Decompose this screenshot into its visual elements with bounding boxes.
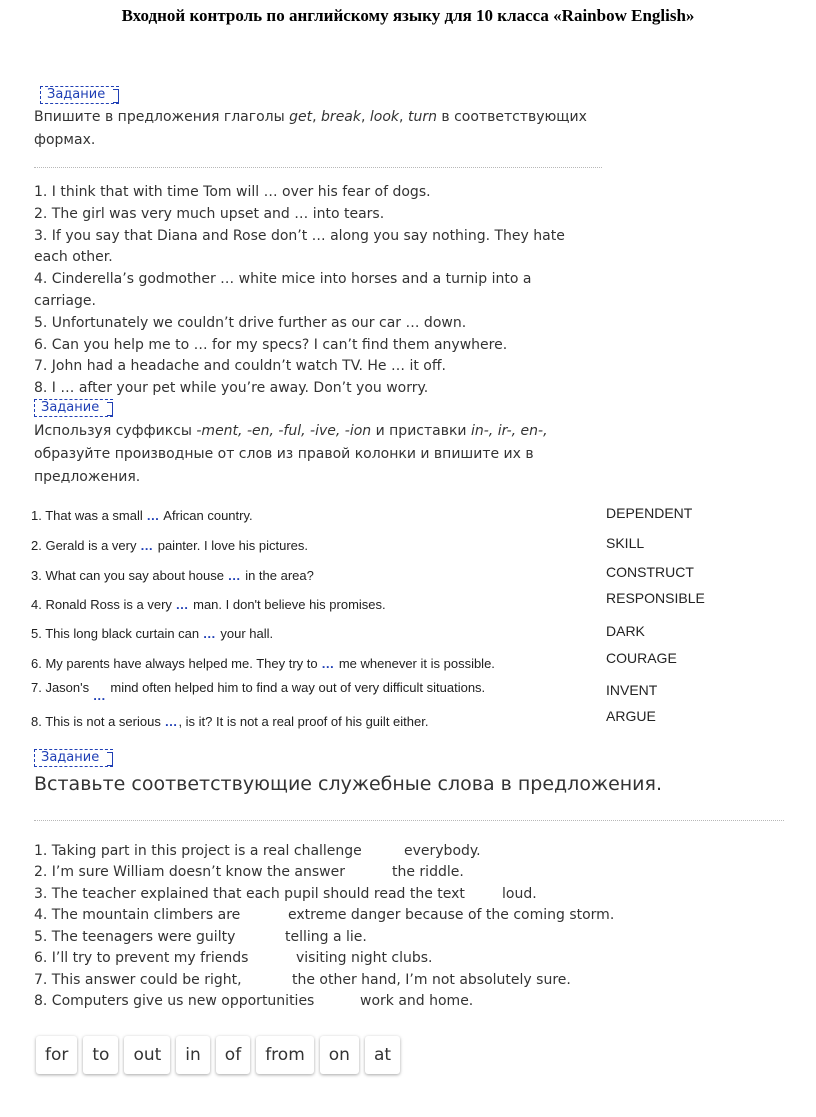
gap-dots: … [164,714,179,729]
sentence-end: everybody. [404,843,481,859]
word-chip-from[interactable]: from [256,1036,314,1074]
gap-dots: … [175,597,190,612]
task-tag-1: Задание [40,86,119,104]
sentence-start: 5. This long black curtain can [31,626,203,641]
source-word: CONSTRUCT [606,564,694,580]
task1-items [34,182,579,400]
sentence-row [34,972,571,988]
gap-dots: … [227,568,242,583]
task3-instruction: Вставьте соответствующие служебные слова в предложения. [34,773,662,795]
sentence-end: African country. [160,508,253,523]
sentence-end: work and home. [360,993,474,1009]
word-chip-at[interactable]: at [365,1036,400,1074]
divider [34,167,602,168]
list-item: 1. I think that with time Tom will … over his fear of dogs. [34,184,431,200]
sentence-start: 6. I’ll try to prevent my friends [34,950,249,966]
sentence-end: telling a lie. [285,929,367,945]
word-chip-in[interactable]: in [176,1036,210,1074]
sentence-end: , is it? It is not a real proof of his guilt either. [178,714,429,729]
verb: get [289,109,313,125]
verb: look [369,109,400,125]
sentence-end: in the area? [241,568,314,583]
gap-dots: … [321,656,336,671]
sentence-row [31,680,486,703]
sentence-end: the other hand, I’m not absolutely sure. [292,972,571,988]
source-word: DARK [606,623,645,639]
sentence-end: man. I don't believe his promises. [189,597,386,612]
sentence-row [34,907,615,923]
sentence-end: the riddle. [392,864,464,880]
word-chip-for[interactable]: for [36,1036,77,1074]
instruction-part: и приставки [371,423,471,439]
gap-dots: … [140,538,155,553]
sentence-row [34,929,367,945]
sentence-start: 4. Ronald Ross is a very [31,597,176,612]
word-chip-of[interactable]: of [216,1036,250,1074]
sentence-end: extreme danger because of the coming storm. [288,907,615,923]
sentence-start: 5. The teenagers were guilty [34,929,236,945]
sentence-start: 8. Computers give us new opportunities [34,993,315,1009]
instruction-part: образуйте производные от слов из правой колонки и впишите их в предложения. [34,446,534,485]
sentence-row [31,508,253,523]
instruction-suffix: в соответствующих формах. [34,109,587,148]
word-chip-out[interactable]: out [124,1036,170,1074]
sentence-start: 7. Jason's [31,680,93,695]
source-word: INVENT [606,682,658,698]
sentence-row [34,950,433,966]
sentence-row [34,886,537,902]
gap-dots: … [202,626,217,641]
list-item: 4. Cinderella’s godmother … white mice into horses and a turnip into a carriage. [34,271,532,309]
prefixes: in-, ir-, en-, [470,423,548,439]
task2-instruction [34,420,564,489]
gap-dots: … [146,508,161,523]
sentence-row [31,656,495,671]
list-item: 8. I … after your pet while you’re away. Don’t you worry. [34,380,429,397]
word-chip-on[interactable]: on [320,1036,359,1074]
sentence-row [34,864,464,880]
sentence-row [31,626,273,641]
sentence-end: visiting night clubs. [296,950,433,966]
task1-instruction: Впишите в предложения глаголы get, break, look, turn в соответствующих формах. [34,109,587,148]
sentence-row [31,538,308,553]
sentence-row [34,843,481,859]
sentence-start: 6. My parents have always helped me. They try to [31,656,322,671]
sentence-start: 2. I’m sure William doesn’t know the answer [34,864,345,880]
sentence-start: 1. Taking part in this project is a real challenge [34,843,362,859]
source-word: SKILL [606,535,645,551]
list-item: 5. Unfortunately we couldn’t drive further as our car … down. [34,314,467,331]
list-item: 3. If you say that Diana and Rose don’t … along you say nothing. They hate each other. [34,227,565,266]
sentence-start: 2. Gerald is a very [31,538,141,553]
task-tag-3: Задание [34,749,113,767]
verb: turn [407,109,437,125]
sentence-row [34,993,474,1009]
sentence-row [31,568,314,583]
sentence-end: me whenever it is possible. [335,656,495,671]
sentence-start: 3. The teacher explained that each pupil should read the text [34,886,465,902]
divider [34,820,784,821]
source-word: RESPONSIBLE [606,590,705,606]
list-item: 7. John had a headache and couldn’t watch TV. He … it off. [34,358,446,375]
instruction-prefix: Впишите в предложения глаголы [34,109,290,125]
sentence-end: your hall. [216,626,274,641]
gap-dots: … [92,688,107,703]
list-item: 2. The girl was very much upset and … into tears. [34,205,385,222]
sentence-start: 4. The mountain climbers are [34,907,241,923]
instruction-part: Используя суффиксы [34,423,197,439]
sentence-end: painter. I love his pictures. [154,538,309,553]
source-word: ARGUE [606,708,656,724]
sentence-start: 8. This is not a serious [31,714,165,729]
sentence-start: 7. This answer could be right, [34,972,242,988]
sentence-end: mind often helped him to find a way out of very difficult situations. [106,680,486,695]
sentence-end: loud. [502,886,537,902]
source-word: DEPENDENT [606,505,693,521]
list-item: 6. Can you help me to … for my specs? I can’t find them anywhere. [34,336,508,353]
suffixes: -ment, -en, -ful, -ive, -ion [196,423,372,439]
sentence-start: 3. What can you say about house [31,568,228,583]
word-bank [36,1036,400,1074]
sentence-row [31,597,386,612]
sentence-start: 1. That was a small [31,508,147,523]
sentence-row [31,714,428,729]
verb: break [321,109,361,125]
task-tag-2: Задание [34,399,113,417]
word-chip-to[interactable]: to [83,1036,118,1074]
page-title: Входной контроль по английскому языку для 10 класса «Rainbow English» [121,6,695,25]
source-word: COURAGE [606,650,677,666]
